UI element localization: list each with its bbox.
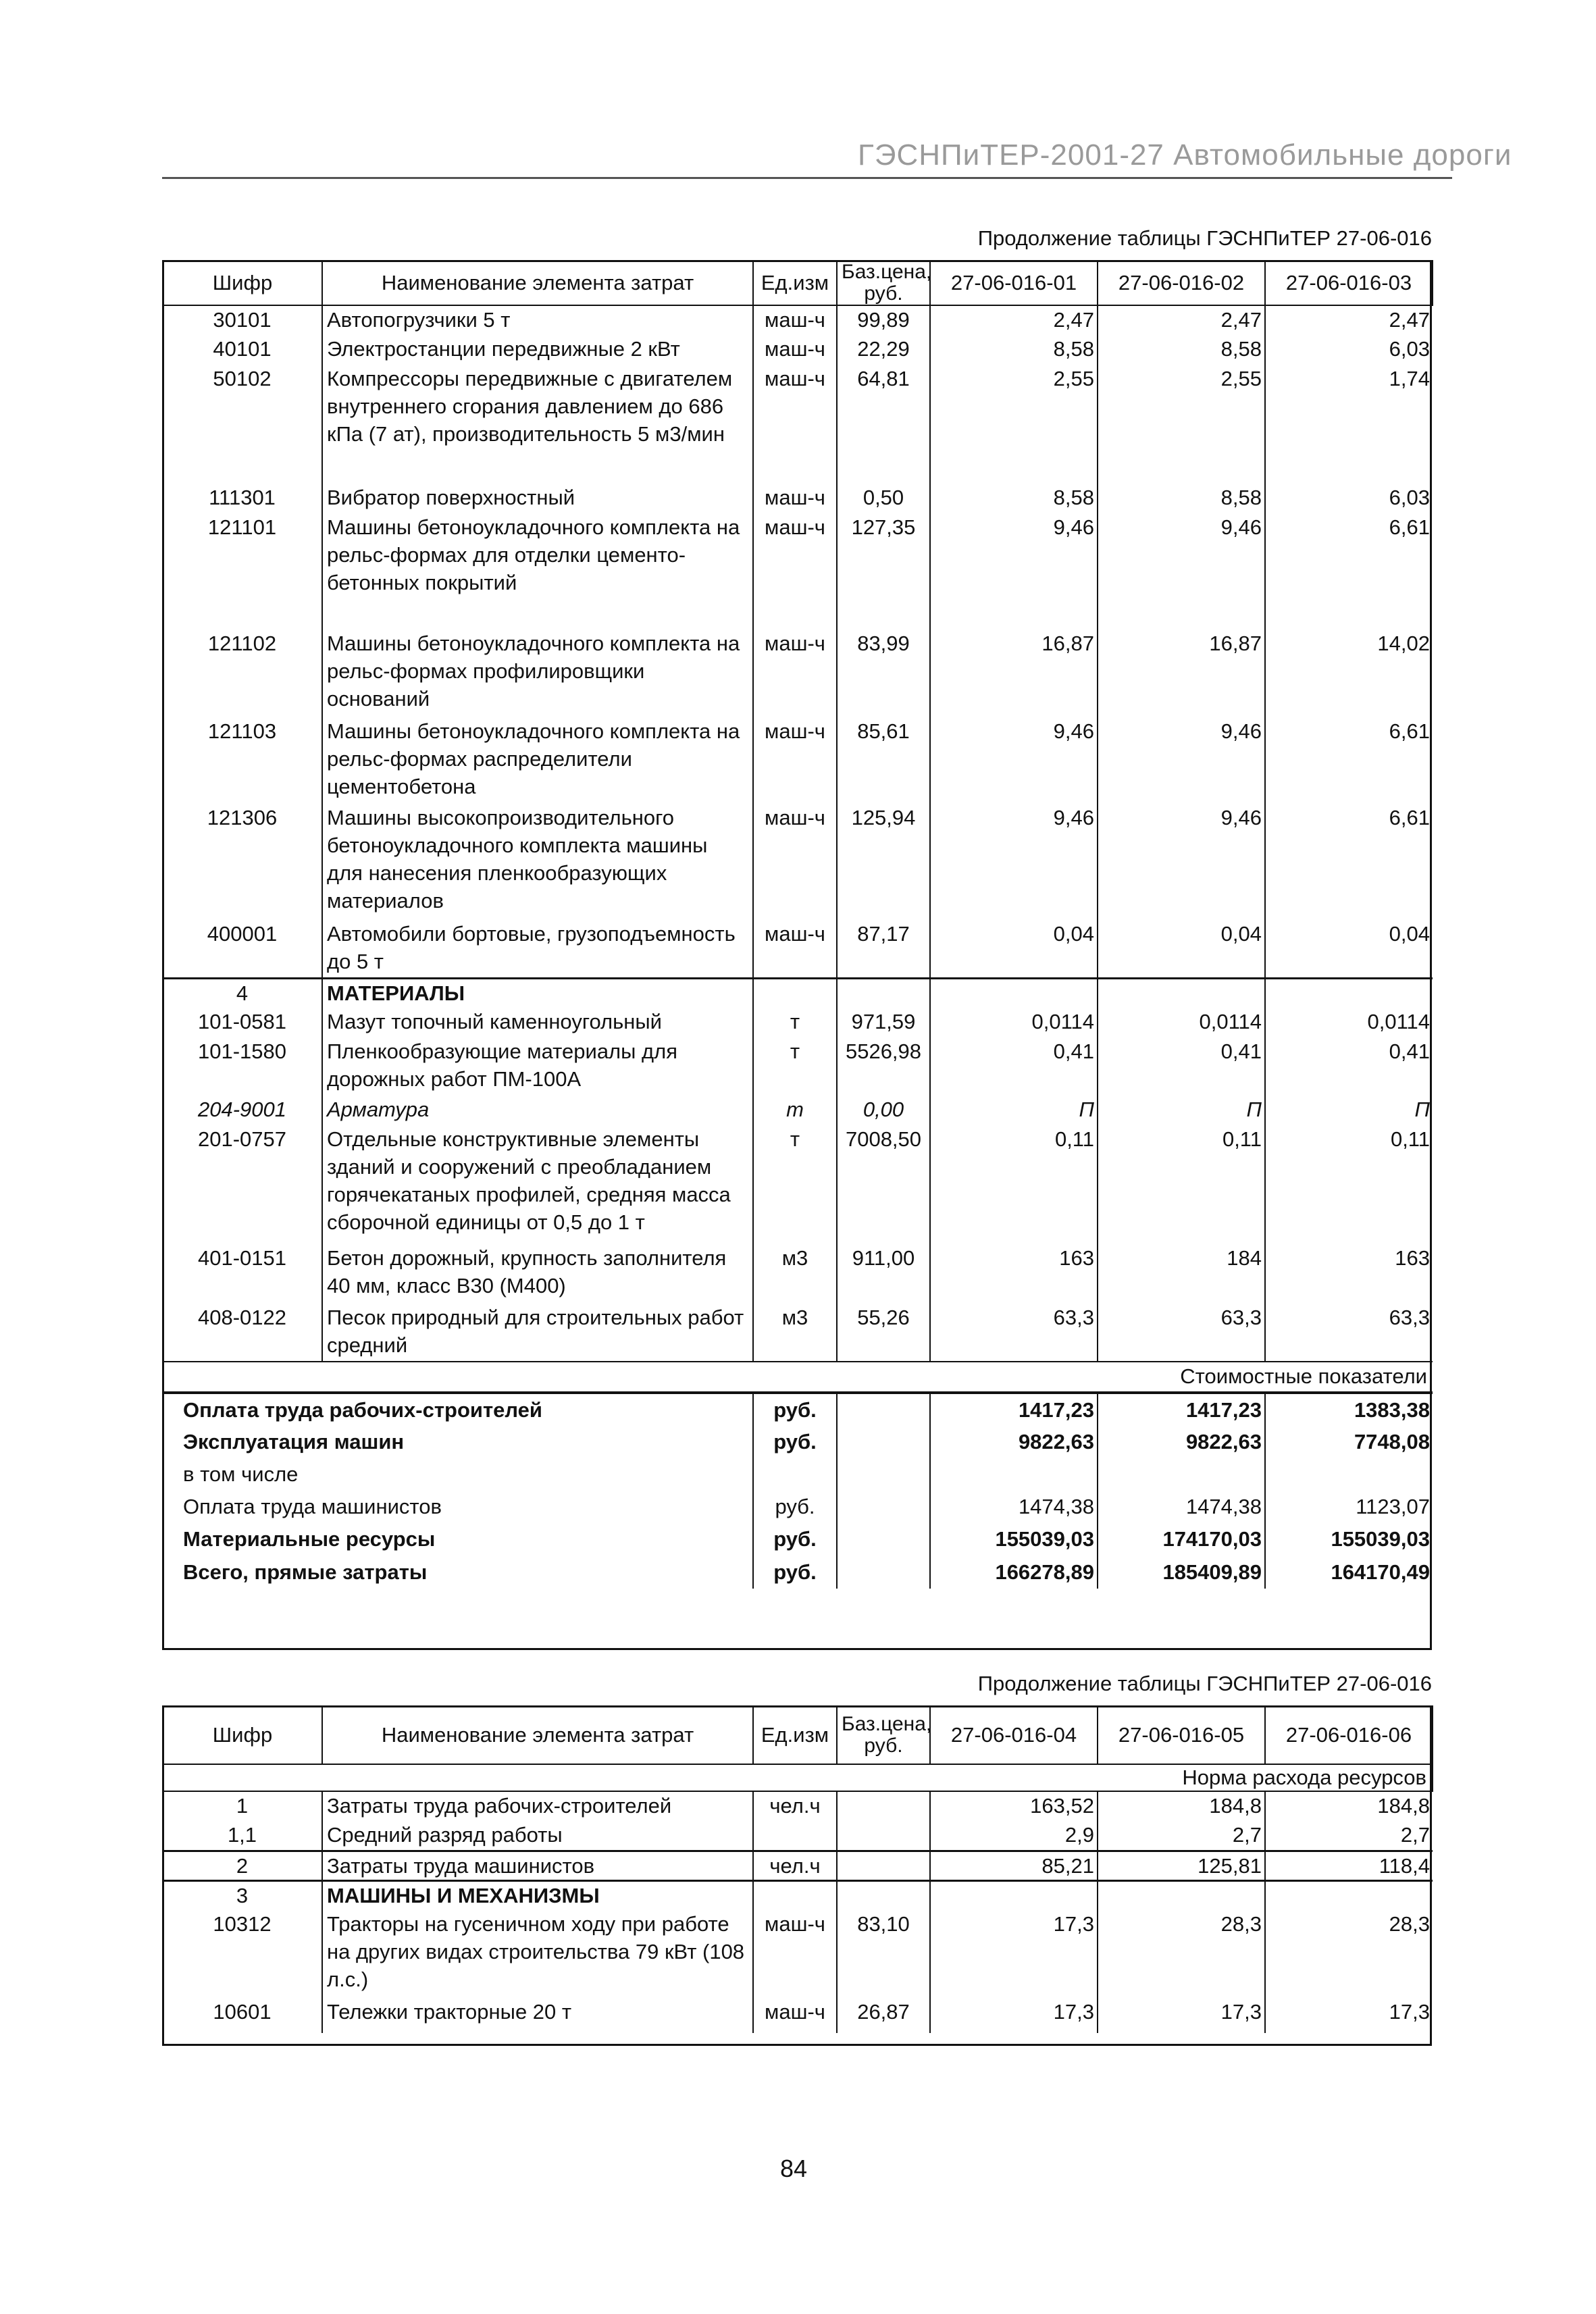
header-col3: 27-06-016-06 [1265,1706,1433,1764]
table-row [163,1008,1433,1037]
cost-row-price [837,1458,930,1490]
table-row [163,513,1433,629]
table-row [163,1096,1433,1125]
row-value-2: 9,46 [1098,513,1265,629]
row-value-1: 85,21 [930,1851,1098,1880]
row-value-3: 6,61 [1265,717,1433,804]
row-unit [753,1880,837,1910]
cost-row-value-3: 164170,49 [1265,1555,1433,1589]
table1-caption: Продолжение таблицы ГЭСНПиТЕР 27-06-016 [977,226,1432,250]
row-price: 5526,98 [837,1037,930,1096]
row-name: Отдельные конструктивные элементы зданий и сооружений с преобладанием горячекатаных профилей, средняя масса сборочной единицы от 0,5 до 1 т [322,1125,753,1244]
row-name: Автомобили бортовые, грузоподъемность до 5 т [322,920,753,978]
row-name: Машины бетоноукладочного комплекта на рельс-формах для отделки цементо-бетонных покрытий [322,513,753,629]
norm-label: Норма расхода ресурсов [163,1764,1433,1791]
cost-row-value-2: 1417,23 [1098,1393,1265,1425]
row-price: 26,87 [837,1998,930,2033]
table-row [163,978,1433,1008]
table2 [162,1705,1433,2033]
row-name: МАТЕРИАЛЫ [322,978,753,1008]
row-value-1 [930,1880,1098,1910]
row-name: Электростанции передвижные 2 кВт [322,335,753,365]
row-price [837,1821,930,1851]
row-name: Машины высокопроизводительного бетоноукладочного комплекта машины для нанесения пленкообразующих материалов [322,804,753,920]
row-name: Вибратор поверхностный [322,484,753,513]
row-value-1: 2,55 [930,365,1098,484]
row-value-1: 0,0114 [930,1008,1098,1037]
row-value-3: 14,02 [1265,629,1433,717]
row-value-2: 0,04 [1098,920,1265,978]
row-unit: м3 [753,1244,837,1304]
row-value-1: 9,46 [930,804,1098,920]
cost-row-name: Материальные ресурсы [183,1526,436,1551]
row-value-2: 9,46 [1098,717,1265,804]
table-row [163,305,1433,335]
table-row [163,1244,1433,1304]
row-value-1: 9,46 [930,717,1098,804]
row-value-2: 2,47 [1098,305,1265,335]
row-unit: м3 [753,1304,837,1362]
row-name: Арматура [322,1096,753,1125]
row-unit: маш-ч [753,1998,837,2033]
row-unit: т [753,1125,837,1244]
row-value-1: 63,3 [930,1304,1098,1362]
row-code: 408-0122 [197,1306,286,1329]
cost-row-value-3: 1383,38 [1265,1393,1433,1425]
row-price: 7008,50 [837,1125,930,1244]
cost-row [163,1458,1433,1490]
table1 [162,260,1433,1589]
page-number: 84 [780,2155,808,2182]
row-price: 22,29 [837,335,930,365]
row-unit: маш-ч [753,513,837,629]
header-rule [162,177,1452,179]
cost-row-unit: руб. [753,1522,837,1555]
row-code: 121306 [207,806,278,829]
running-header: ГЭСНПиТЕР-2001-27 Автомобильные дороги [858,138,1512,172]
header-code: Шифр [163,261,322,305]
table-row [163,1851,1433,1880]
row-value-3 [1265,1880,1433,1910]
row-price: 83,10 [837,1910,930,1998]
row-unit: чел.ч [753,1851,837,1880]
row-code: 1,1 [227,1823,257,1847]
header-unit: Ед.изм [753,261,837,305]
cost-row-value-2: 185409,89 [1098,1555,1265,1589]
cost-row-unit: руб. [753,1555,837,1589]
cost-row-name: Оплата труда машинистов [183,1494,442,1518]
cost-row-value-1: 166278,89 [930,1555,1098,1589]
row-unit: т [753,1037,837,1096]
row-name: Пленкообразующие материалы для дорожных работ ПМ-100А [322,1037,753,1096]
row-value-3: 6,61 [1265,804,1433,920]
table-row [163,484,1433,513]
row-name: Затраты труда рабочих-строителей [322,1791,753,1821]
row-unit: чел.ч [753,1791,837,1821]
cost-row-price [837,1555,930,1589]
row-value-2: 184 [1098,1244,1265,1304]
row-unit: маш-ч [753,920,837,978]
row-value-3: П [1265,1096,1433,1125]
row-price [837,1851,930,1880]
row-value-1: 163,52 [930,1791,1098,1821]
row-value-1: 2,47 [930,305,1098,335]
header-col1: 27-06-016-01 [930,261,1098,305]
row-unit: маш-ч [753,804,837,920]
table-row [163,1821,1433,1851]
table-row [163,1998,1433,2033]
row-name: Средний разряд работы [322,1821,753,1851]
row-value-3: 2,47 [1265,305,1433,335]
table-row [163,1791,1433,1821]
table-row [163,717,1433,804]
table-row [163,1125,1433,1244]
cost-row [163,1425,1433,1458]
row-value-3: 118,4 [1265,1851,1433,1880]
cost-row-value-1: 155039,03 [930,1522,1098,1555]
row-name: Автопогрузчики 5 т [322,305,753,335]
row-value-3: 2,7 [1265,1821,1433,1851]
row-code: 1 [236,1794,249,1818]
row-value-2: 9,46 [1098,804,1265,920]
row-code: 2 [163,1851,322,1880]
row-price: 87,17 [837,920,930,978]
row-value-3: 1,74 [1265,365,1433,484]
row-value-3: 6,03 [1265,484,1433,513]
row-code: 400001 [207,922,278,946]
row-unit: маш-ч [753,305,837,335]
cost-row-price [837,1393,930,1425]
row-value-2 [1098,1880,1265,1910]
cost-row-price [837,1425,930,1458]
row-unit [753,978,837,1008]
row-price: 0,00 [837,1096,930,1125]
row-price: 99,89 [837,305,930,335]
table-row [163,920,1433,978]
row-name: Машины бетоноукладочного комплекта на рельс-формах профилировщики оснований [322,629,753,717]
row-name: Мазут топочный каменноугольный [322,1008,753,1037]
cost-row-name: в том числе [183,1462,299,1486]
row-value-1: 2,9 [930,1821,1098,1851]
row-unit: т [753,1008,837,1037]
row-value-2: 8,58 [1098,335,1265,365]
row-code: 10312 [213,1912,272,1936]
row-price: 55,26 [837,1304,930,1362]
row-name: Затраты труда машинистов [322,1851,753,1880]
row-name: Бетон дорожный, крупность заполнителя 40 мм, класс В30 (М400) [322,1244,753,1304]
row-value-2: 8,58 [1098,484,1265,513]
row-unit: маш-ч [753,1910,837,1998]
cost-row-value-3: 155039,03 [1265,1522,1433,1555]
row-value-1: 163 [930,1244,1098,1304]
row-value-3: 6,61 [1265,513,1433,629]
row-value-3: 163 [1265,1244,1433,1304]
row-code: 50102 [213,367,272,390]
header-col2: 27-06-016-05 [1098,1706,1265,1764]
row-value-1 [930,978,1098,1008]
row-value-3: 0,0114 [1265,1008,1433,1037]
row-value-3: 63,3 [1265,1304,1433,1362]
row-unit: маш-ч [753,484,837,513]
cost-row [163,1555,1433,1589]
row-value-2: П [1098,1096,1265,1125]
table-row [163,629,1433,717]
row-price [837,1880,930,1910]
cost-row-value-2 [1098,1458,1265,1490]
table-row [163,804,1433,920]
row-value-3: 184,8 [1265,1791,1433,1821]
row-unit [753,1821,837,1851]
row-value-1: 8,58 [930,484,1098,513]
header-col1: 27-06-016-04 [930,1706,1098,1764]
cost-row-name: Оплата труда рабочих-строителей [163,1393,753,1425]
header-col3: 27-06-016-03 [1265,261,1433,305]
table-row [163,1304,1433,1362]
cost-row-unit: руб. [753,1393,837,1425]
row-value-2: 125,81 [1098,1851,1265,1880]
table-row [163,1910,1433,1998]
row-value-1: 8,58 [930,335,1098,365]
cost-row-value-2: 174170,03 [1098,1522,1265,1555]
row-value-2: 2,7 [1098,1821,1265,1851]
row-value-3: 0,04 [1265,920,1433,978]
row-name: МАШИНЫ И МЕХАНИЗМЫ [322,1880,753,1910]
row-unit: маш-ч [753,335,837,365]
row-unit: т [753,1096,837,1125]
row-price [837,1791,930,1821]
row-price: 64,81 [837,365,930,484]
cost-row-value-2: 1474,38 [1098,1490,1265,1522]
header-unit: Ед.изм [753,1706,837,1764]
cost-row [163,1522,1433,1555]
row-code: 401-0151 [197,1246,286,1270]
cost-row-unit [753,1458,837,1490]
row-value-1: П [930,1096,1098,1125]
table-row [163,365,1433,484]
cost-row-value-3: 7748,08 [1265,1425,1433,1458]
header-price: Баз.цена, руб. [837,261,930,305]
header-name: Наименование элемента затрат [322,261,753,305]
row-value-1: 17,3 [930,1910,1098,1998]
cost-row-price [837,1522,930,1555]
cost-row-name: Всего, прямые затраты [183,1560,428,1584]
row-price [837,978,930,1008]
row-price: 85,61 [837,717,930,804]
cost-row-value-2: 9822,63 [1098,1425,1265,1458]
row-value-1: 0,41 [930,1037,1098,1096]
row-name: Тракторы на гусеничном ходу при работе на других видах строительства 79 кВт (108 л.с.) [322,1910,753,1998]
cost-row-value-1 [930,1458,1098,1490]
row-value-3: 6,03 [1265,335,1433,365]
cost-row-name: Эксплуатация машин [183,1429,405,1454]
row-code: 4 [163,978,322,1008]
row-name: Машины бетоноукладочного комплекта на рельс-формах распределители цементобетона [322,717,753,804]
header-col2: 27-06-016-02 [1098,261,1265,305]
row-value-2: 2,55 [1098,365,1265,484]
row-value-2: 63,3 [1098,1304,1265,1362]
row-code: 10601 [213,2000,272,2024]
table2-body [163,1791,1433,2033]
row-value-3 [1265,978,1433,1008]
row-name: Компрессоры передвижные с двигателем внутреннего сгорания давлением до 686 кПа (7 ат), производительность 5 м3/мин [322,365,753,484]
table2-caption: Продолжение таблицы ГЭСНПиТЕР 27-06-016 [977,1672,1432,1695]
cost-row-value-1: 9822,63 [930,1425,1098,1458]
row-code: 3 [163,1880,322,1910]
table1-cost-section [163,1362,1433,1589]
row-value-3: 17,3 [1265,1998,1433,2033]
table-row [163,1880,1433,1910]
row-code: 111301 [209,486,276,509]
cost-row-value-1: 1474,38 [930,1490,1098,1522]
row-value-3: 0,41 [1265,1037,1433,1096]
row-code: 204-9001 [197,1098,286,1121]
row-value-1: 9,46 [930,513,1098,629]
row-price: 83,99 [837,629,930,717]
row-code: 101-1580 [197,1039,286,1063]
row-value-2: 0,0114 [1098,1008,1265,1037]
row-code: 121101 [207,515,277,539]
cost-row-price [837,1490,930,1522]
row-code: 40101 [213,337,272,361]
cost-row-value-3: 1123,07 [1265,1490,1433,1522]
row-price: 125,94 [837,804,930,920]
row-value-1: 0,04 [930,920,1098,978]
row-value-2: 0,11 [1098,1125,1265,1244]
row-unit: маш-ч [753,365,837,484]
row-value-3: 28,3 [1265,1910,1433,1998]
row-price: 971,59 [837,1008,930,1037]
row-code: 30101 [213,308,272,332]
row-unit: маш-ч [753,629,837,717]
row-name: Песок природный для строительных работ средний [322,1304,753,1362]
row-value-2: 28,3 [1098,1910,1265,1998]
row-value-1: 16,87 [930,629,1098,717]
row-name: Тележки тракторные 20 т [322,1998,753,2033]
row-code: 201-0757 [197,1127,286,1151]
row-code: 101-0581 [197,1010,286,1033]
cost-section-label: Стоимостные показатели [163,1362,1433,1393]
row-value-3: 0,11 [1265,1125,1433,1244]
table-row [163,335,1433,365]
row-price: 127,35 [837,513,930,629]
row-unit: маш-ч [753,717,837,804]
row-value-1: 17,3 [930,1998,1098,2033]
cost-row-value-1: 1417,23 [930,1393,1098,1425]
row-value-2: 184,8 [1098,1791,1265,1821]
row-price: 911,00 [837,1244,930,1304]
row-price: 0,50 [837,484,930,513]
header-price: Баз.цена, руб. [837,1706,930,1764]
table1-body [163,305,1433,1362]
header-name: Наименование элемента затрат [322,1706,753,1764]
header-code: Шифр [163,1706,322,1764]
cost-row [163,1393,1433,1425]
cost-row [163,1490,1433,1522]
row-value-2: 16,87 [1098,629,1265,717]
row-value-2 [1098,978,1265,1008]
row-value-1: 0,11 [930,1125,1098,1244]
cost-row-unit: руб. [753,1490,837,1522]
cost-row-unit: руб. [753,1425,837,1458]
row-code: 121103 [207,719,277,743]
row-value-2: 0,41 [1098,1037,1265,1096]
table-row [163,1037,1433,1096]
cost-row-value-3 [1265,1458,1433,1490]
row-code: 121102 [207,632,277,655]
row-value-2: 17,3 [1098,1998,1265,2033]
